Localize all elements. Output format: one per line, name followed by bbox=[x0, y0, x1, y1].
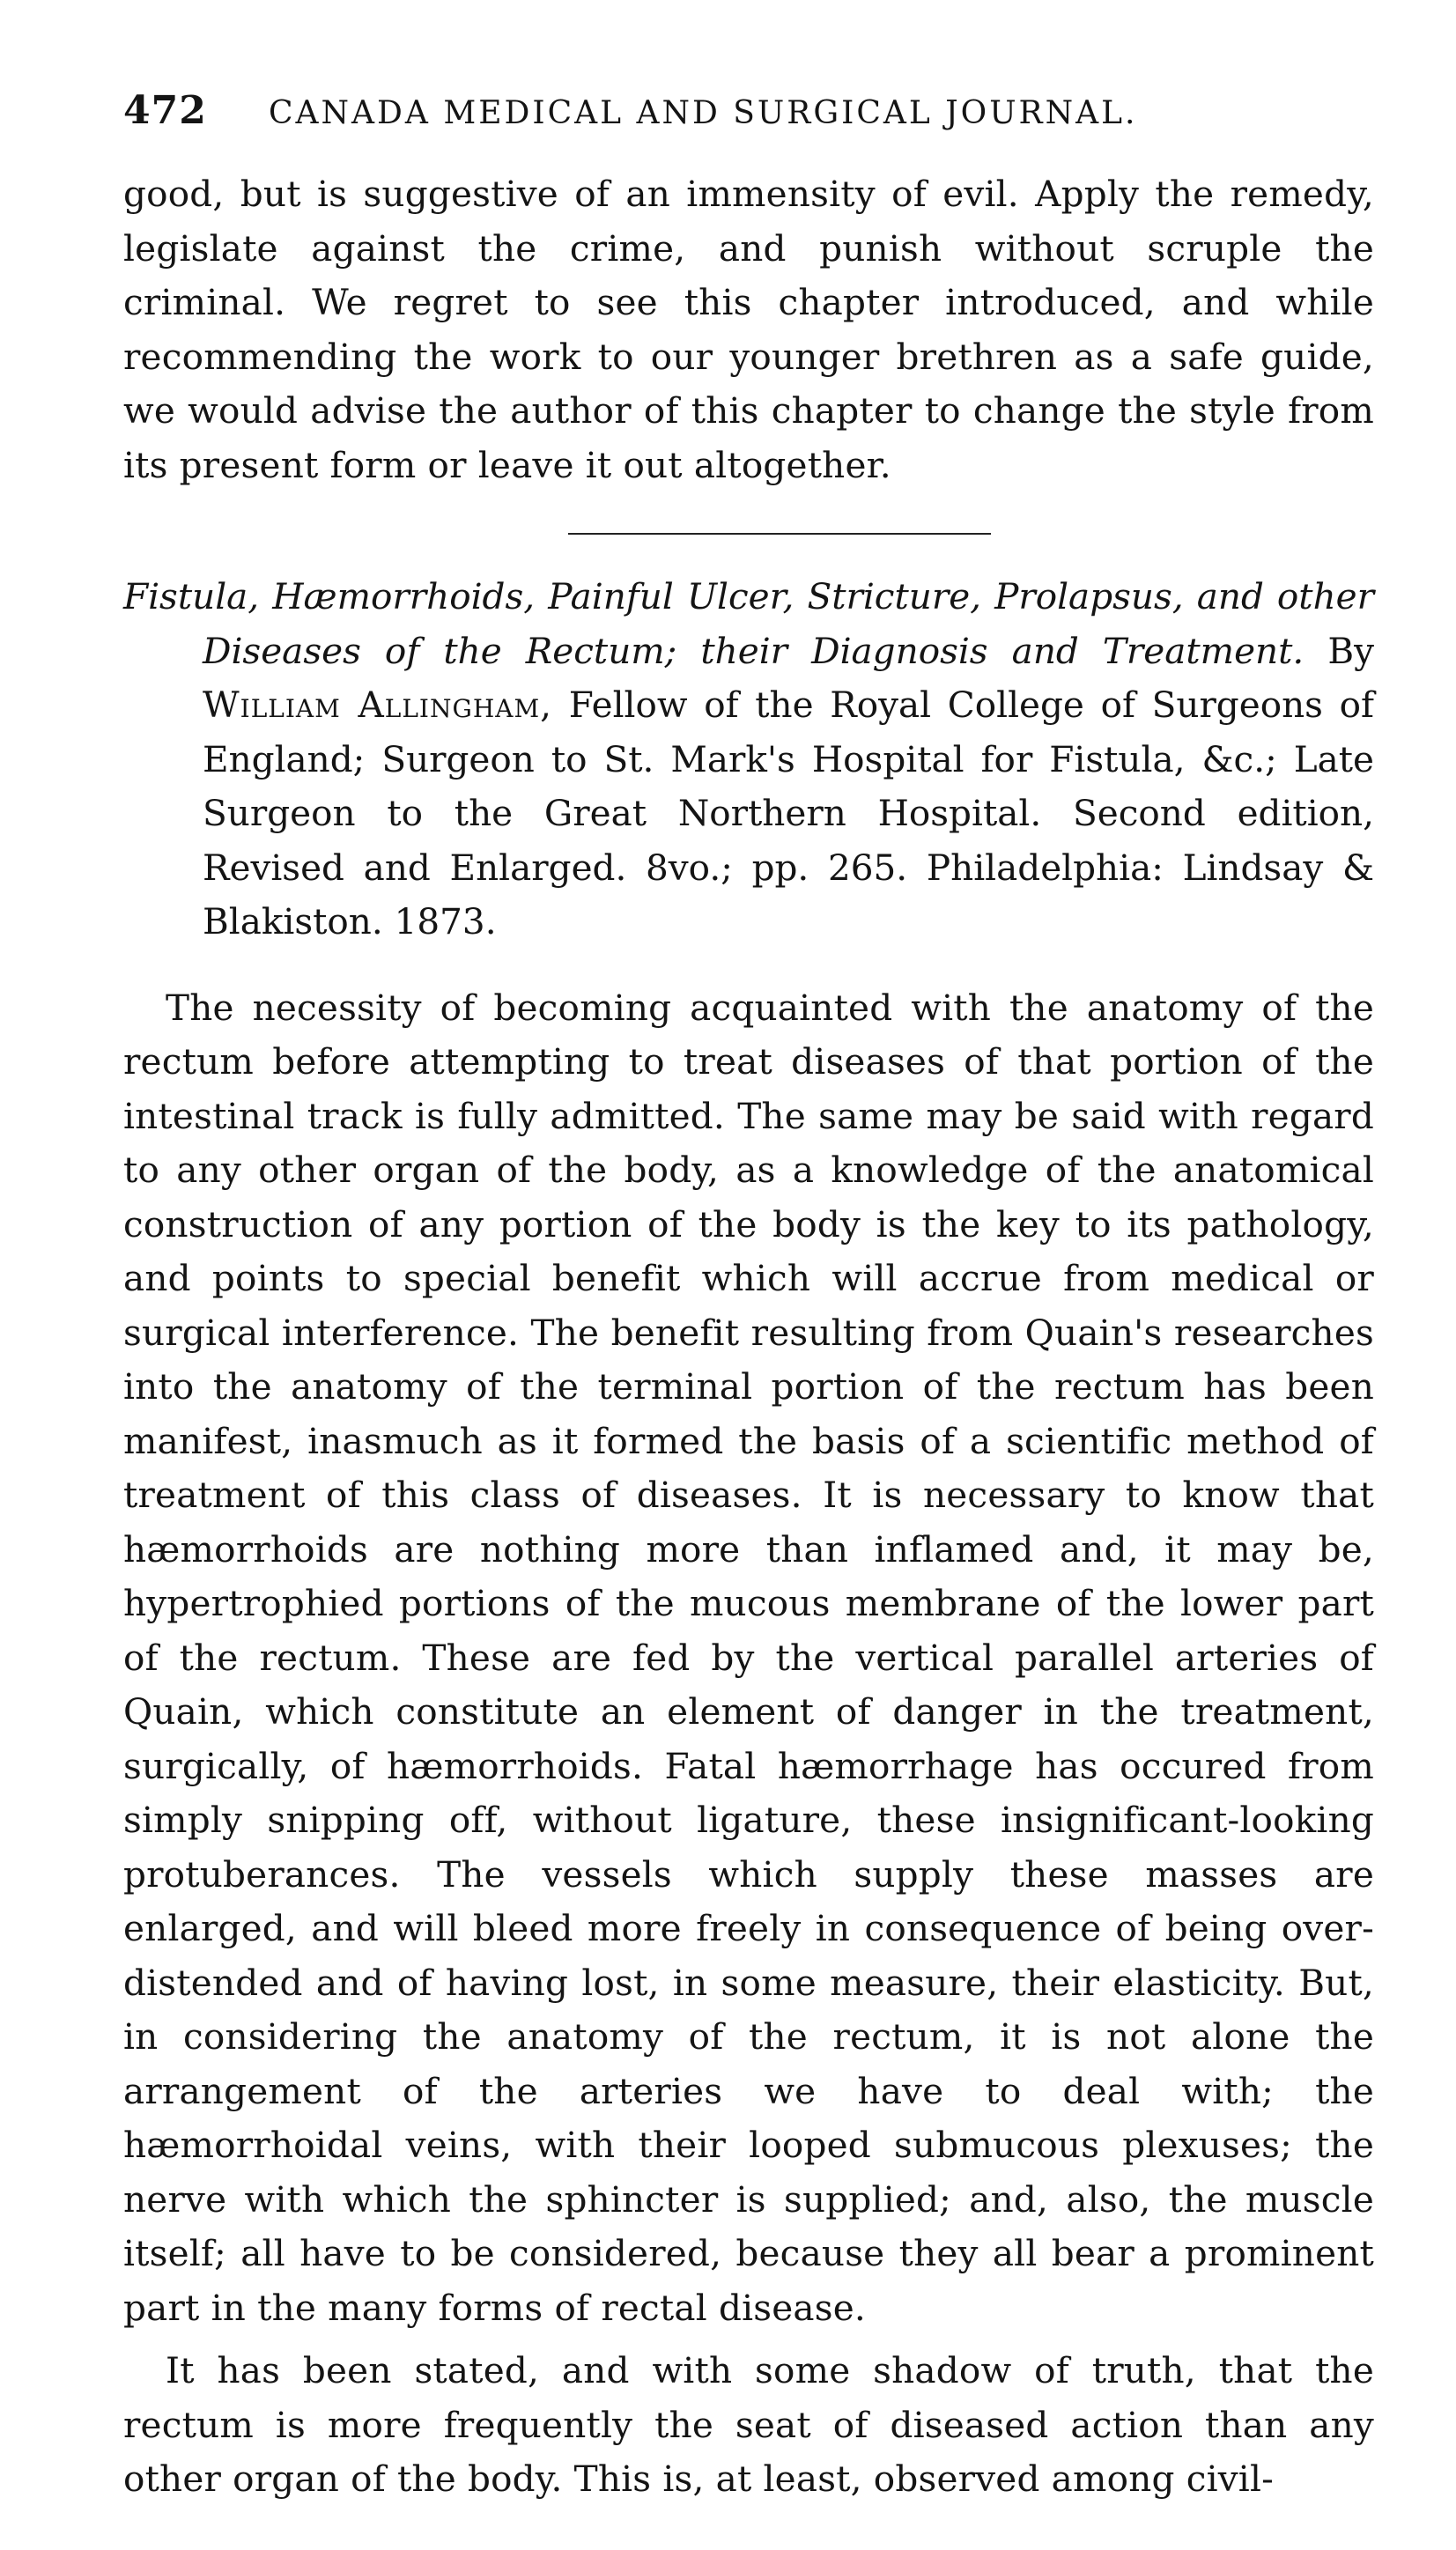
author-name: William Allingham, bbox=[203, 684, 553, 726]
book-title: Fistula, Hæmorrhoids, Painful Ulcer, Stricture, Prolapsus, and other Diseases of the Rectum; their Diagnosis and Treatment. bbox=[123, 575, 1374, 672]
body-paragraph: It has been stated, and with some shadow of truth, that the rectum is more frequently the seat of diseased action than any other organ of the body. This is, at least, observed among civil- bbox=[123, 2349, 1374, 2500]
page-number: 472 bbox=[123, 88, 207, 133]
intro-paragraph: good, but is suggestive of an immensity of evil. Apply the remedy, legislate against the crime, and punish without scruple the criminal. We regret to see this chapter introduced, and while recommending the work to our younger brethren as a safe guide, we would advise the author of this chapter to change the style from its present form or leave it out altogether. bbox=[123, 173, 1374, 486]
section-divider bbox=[568, 533, 991, 535]
author-credentials: Fellow of the Royal College of Surgeons of England; Surgeon to St. Mark's Hospital for Fistula, &c.; Late Surgeon to the Great Northern Hospital. Second edition, Revised and Enlarged. 8vo.; pp. 265. Philadelphia: Lindsay & Blakiston. 1873. bbox=[203, 684, 1374, 942]
section-gap bbox=[123, 969, 1374, 981]
journal-page bbox=[123, 88, 1374, 2507]
running-head bbox=[123, 88, 1374, 144]
journal-title: CANADA MEDICAL AND SURGICAL JOURNAL. bbox=[269, 95, 1138, 131]
book-review-citation bbox=[123, 570, 1374, 950]
by-label: By bbox=[1327, 629, 1374, 672]
paragraph-gap bbox=[123, 2335, 1374, 2344]
body-paragraph: The necessity of becoming acquainted with the anatomy of the rectum before attempting to treat diseases of that portion of the intestinal track is fully admitted. The same may be said with regard to any other organ of the body, as a knowledge of the anatomical construction of any portion of the body is the key to its pathology, and points to special benefit which will accrue from medical or surgical interference. The benefit resulting from Quain's researches into the anatomy of the terminal portion of the rectum has been manifest, inasmuch as it formed the basis of a scientific method of treatment of this class of diseases. It is necessary to know that hæmorrhoids are nothing more than inflamed and, it may be, hypertrophied portions of the mucous membrane of the lower part of the rectum. These are fed by the vertical parallel arteries of Quain, which constitute an element of danger in the treatment, surgically, of hæmorrhoids. Fatal hæmorrhage has occured from simply snipping off, without ligature, these insignificant-looking protuberances. The vessels which supply these masses are enlarged, and will bleed more freely in consequence of being over-distended and of having lost, in some measure, their elasticity. But, in considering the anatomy of the rectum, it is not alone the arrangement of the arteries we have to deal with; the hæmorrhoidal veins, with their looped submucous plexuses; the nerve with which the sphincter is supplied; and, also, the muscle itself; all have to be considered, because they all bear a prominent part in the many forms of rectal disease. bbox=[123, 986, 1374, 2329]
